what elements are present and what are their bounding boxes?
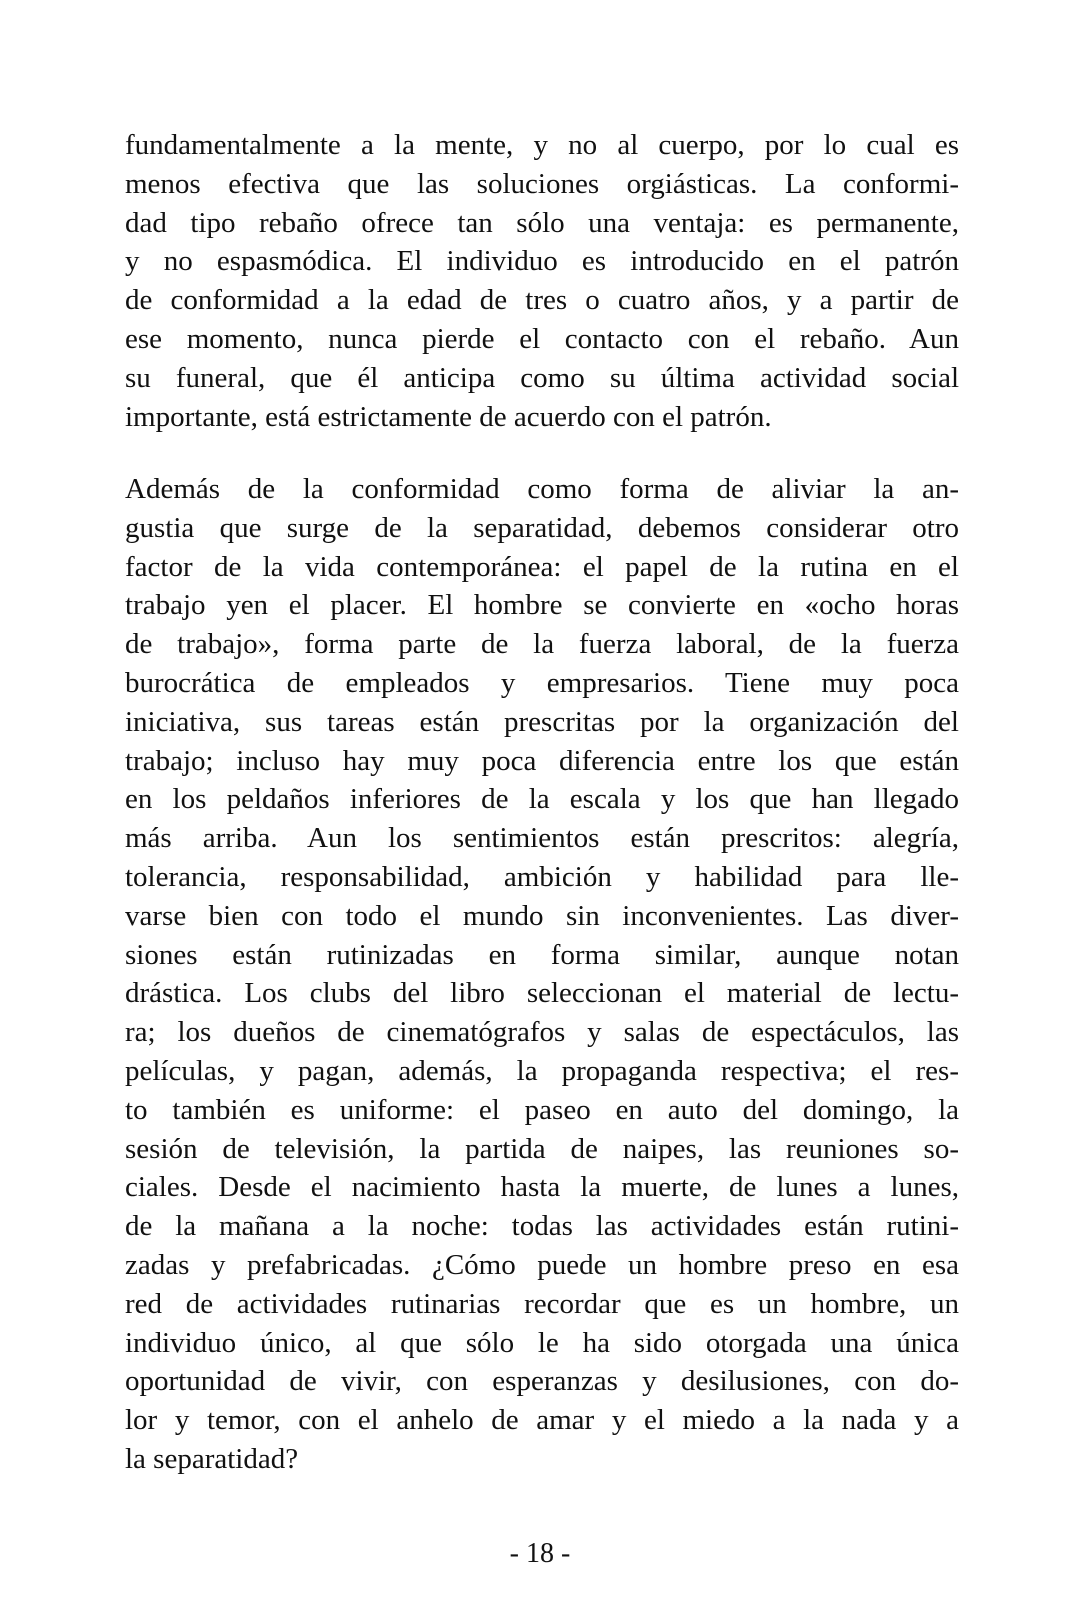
- text-line: importante, está estrictamente de acuerdo con el patrón.: [125, 400, 772, 433]
- text-line: ciales. Desde el nacimiento hasta la muerte, de lunes a lunes,: [125, 1171, 959, 1204]
- page-number: - 18 -: [509, 1538, 571, 1569]
- text-line: ese momento, nunca pierde el contacto con el rebaño. Aun: [125, 322, 959, 355]
- text-line: red de actividades rutinarias recordar que es un hombre, un: [125, 1287, 959, 1320]
- text-line: iniciativa, sus tareas están prescritas por la organización del: [125, 705, 959, 738]
- paragraph-2: [125, 470, 959, 1479]
- text-line: lor y temor, con el anhelo de amar y el miedo a la nada y a: [125, 1404, 959, 1437]
- text-line: burocrática de empleados y empresarios. Tiene muy poca: [125, 666, 959, 699]
- text-line: Además de la conformidad como forma de aliviar la an-: [125, 473, 959, 505]
- text-line: to también es uniforme: el paseo en auto del domingo, la: [125, 1093, 959, 1126]
- text-line: varse bien con todo el mundo sin inconvenientes. Las diver-: [125, 899, 959, 932]
- text-line: su funeral, que él anticipa como su última actividad social: [125, 361, 959, 394]
- text-line: dad tipo rebaño ofrece tan sólo una ventaja: es permanente,: [125, 206, 959, 239]
- text-line: individuo único, al que sólo le ha sido otorgada una única: [125, 1326, 959, 1359]
- text-line: películas, y pagan, además, la propaganda respectiva; el res-: [125, 1054, 959, 1087]
- text-line: factor de la vida contemporánea: el papel de la rutina en el: [125, 550, 959, 583]
- text-line: de conformidad a la edad de tres o cuatro años, y a partir de: [125, 284, 959, 317]
- text-line: oportunidad de vivir, con esperanzas y desilusiones, con do-: [125, 1365, 959, 1398]
- text-line: fundamentalmente a la mente, y no al cuerpo, por lo cual es: [125, 129, 959, 161]
- text-line: gustia que surge de la separatidad, debemos considerar otro: [125, 511, 959, 544]
- text-line: trabajo; incluso hay muy poca diferencia entre los que están: [125, 744, 959, 777]
- text-line: y no espasmódica. El individuo es introducido en el patrón: [125, 245, 959, 278]
- text-line: de trabajo», forma parte de la fuerza laboral, de la fuerza: [125, 628, 959, 661]
- text-line: zadas y prefabricadas. ¿Cómo puede un hombre preso en esa: [125, 1248, 959, 1281]
- text-line: de la mañana a la noche: todas las actividades están rutini-: [125, 1210, 959, 1243]
- text-line: la separatidad?: [125, 1442, 299, 1475]
- text-line: drástica. Los clubs del libro seleccionan el material de lectu-: [125, 977, 959, 1010]
- paragraph-1: [125, 126, 959, 436]
- text-line: en los peldaños inferiores de la escala y los que han llegado: [125, 783, 959, 816]
- text-line: más arriba. Aun los sentimientos están prescritos: alegría,: [125, 822, 959, 855]
- text-line: trabajo yen el placer. El hombre se convierte en «ocho horas: [125, 589, 959, 622]
- text-line: sesión de televisión, la partida de naipes, las reuniones so-: [125, 1132, 959, 1165]
- text-line: menos efectiva que las soluciones orgiásticas. La conformi-: [125, 167, 959, 200]
- text-line: tolerancia, responsabilidad, ambición y habilidad para lle-: [125, 860, 959, 893]
- text-line: ra; los dueños de cinematógrafos y salas de espectáculos, las: [125, 1016, 959, 1049]
- text-line: siones están rutinizadas en forma similar, aunque notan: [125, 938, 959, 971]
